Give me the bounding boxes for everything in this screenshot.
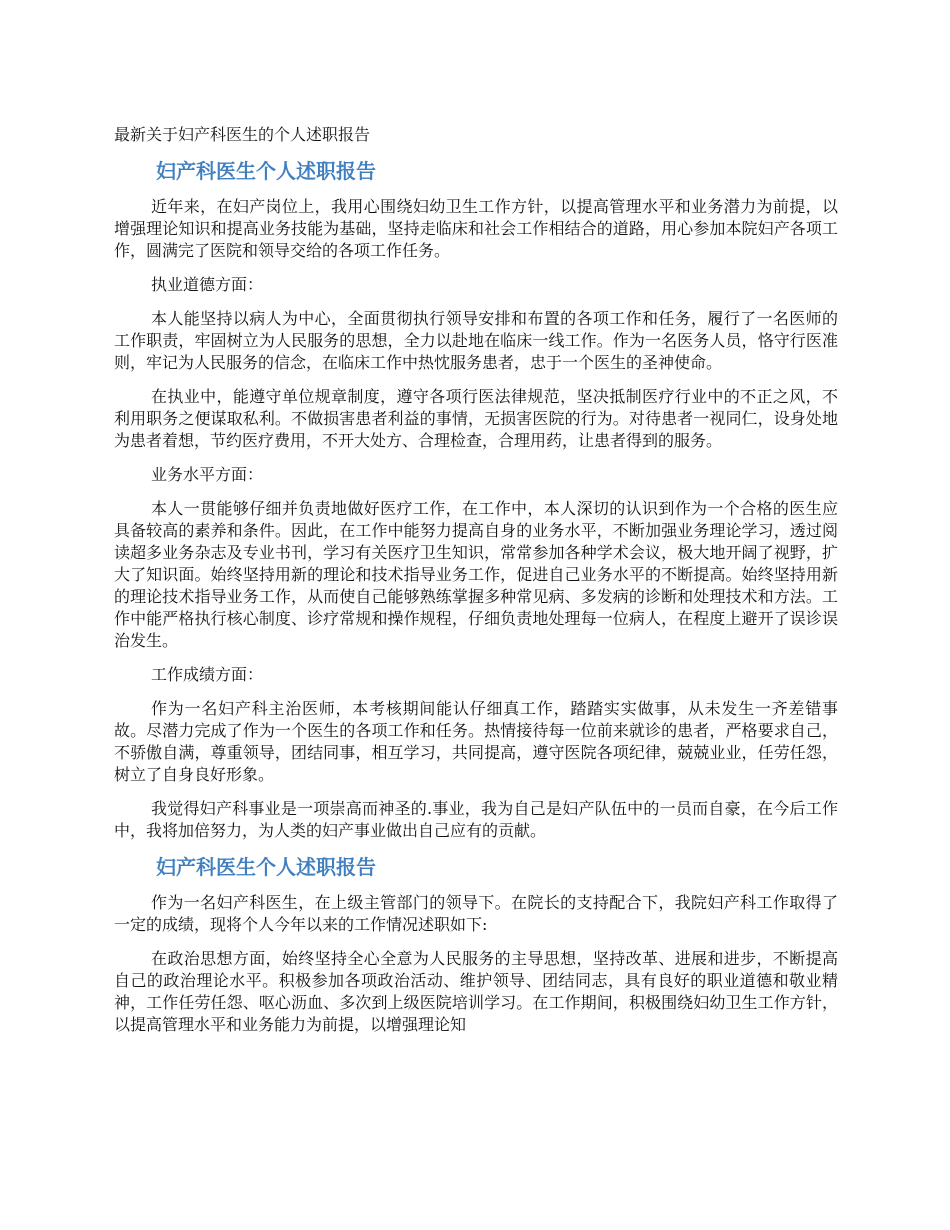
skills-paragraph: 本人一贯能够仔细并负责地做好医疗工作，在工作中，本人深切的认识到作为一个合格的医生应具备较高的素养和条件。因此，在工作中能努力提高自身的业务水平，不断加强业务理论学习，透过阅读超多业务杂志及专业书刊，学习有关医疗卫生知识，常常参加各种学术会议，极大地开阔了视野，扩大了知识面。始终坚持用新的理论和技术指导业务工作，促进自己业务水平的不断提高。始终坚持用新的理论技术指导业务工作，从而使自己能够熟练掌握多种常见病、多发病的诊断和处理技术和方法。工作中能严格执行核心制度、诊疗常规和操作规程，仔细负责地处理每一位病人，在程度上避开了误诊误治发生。 [114,499,838,650]
report-section-2 [114,854,838,1036]
skills-subheading: 业务水平方面： [151,465,264,484]
ethics-paragraph-1: 本人能坚持以病人为中心，全面贯彻执行领导安排和布置的各项工作和任务，履行了一名医师的工作职责，牢固树立为人民服务的思想，全力以赴地在临床一线工作。作为一名医务人员，恪守行医准则，牢记为人民服务的信念，在临床工作中热忱服务患者，忠于一个医生的圣神使命。 [114,309,838,372]
achievements-subheading: 工作成绩方面： [151,665,264,684]
section-heading: 妇产科医生个人述职报告 [156,855,376,879]
ethics-subheading: 执业道德方面： [151,275,264,294]
closing-paragraph: 我觉得妇产科事业是一项崇高而神圣的.事业，我为自己是妇产队伍中的一员而自豪，在今后工作中，我将加倍努力，为人类的妇产事业做出自己应有的贡献。 [114,799,838,840]
document-page [114,124,838,1048]
achievements-paragraph: 作为一名妇产科主治医师，本考核期间能认仔细真工作，踏踏实实做事，从未发生一齐差错事故。尽潜力完成了作为一个医生的各项工作和任务。热情接待每一位前来就诊的患者，严格要求自己，不骄傲自满，尊重领导，团结同事，相互学习，共同提高，遵守医院各项纪律，兢兢业业，任劳任怨，树立了自身良好形象。 [114,699,838,784]
summary-paragraph: 作为一名妇产科医生，在上级主管部门的领导下。在院长的支持配合下，我院妇产科工作取得了一定的成绩，现将个人今年以来的工作情况述职如下: [114,893,838,934]
intro-paragraph: 近年来，在妇产岗位上，我用心围绕妇幼卫生工作方针，以提高管理水平和业务潜力为前提，以增强理论知识和提高业务技能为基础，坚持走临床和社会工作相结合的道路，用心参加本院妇产各项工作，圆满完了医院和领导交给的各项工作任务。 [114,197,838,260]
ethics-paragraph-2: 在执业中，能遵守单位规章制度，遵守各项行医法律规范，坚决抵制医疗行业中的不正之风，不利用职务之便谋取私利。不做损害患者利益的事情，无损害医院的行为。对待患者一视同仁，设身处地为患者着想，节约医疗费用，不开大处方、合理检查，合理用药，让患者得到的服务。 [114,387,838,450]
political-paragraph: 在政治思想方面，始终坚持全心全意为人民服务的主导思想，坚持改革、进展和进步，不断提高自己的政治理论水平。积极参加各项政治活动、维护领导、团结同志，具有良好的职业道德和敬业精神，工作任劳任怨、呕心沥血、多次到上级医院培训学习。在工作期间，积极围绕妇幼卫生工作方针，以提高管理水平和业务能力为前提，以增强理论知 [114,949,838,1034]
document-title: 最新关于妇产科医生的个人述职报告 [114,125,371,144]
section-heading: 妇产科医生个人述职报告 [156,159,376,183]
report-section-1 [114,158,838,842]
